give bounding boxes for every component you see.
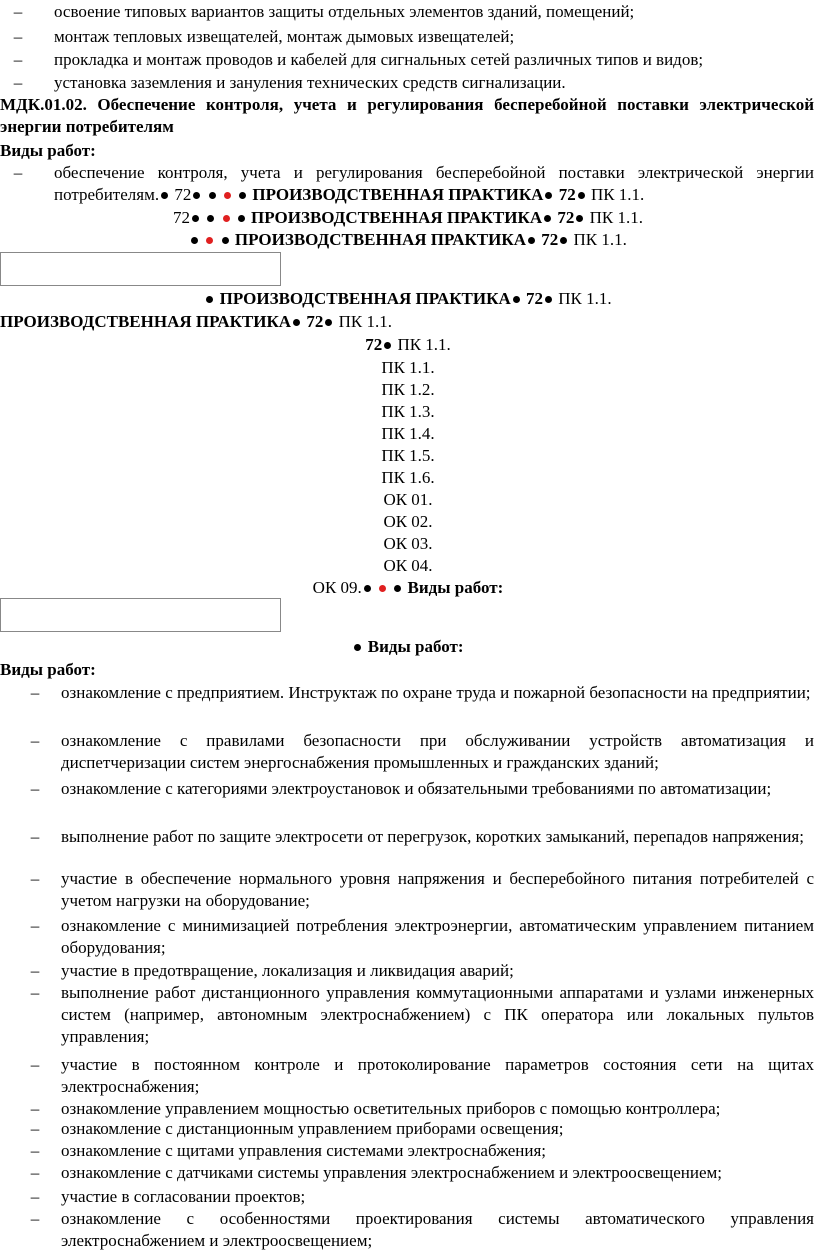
activity-item: – участие в обеспечение нормального уровня напряжения и бесперебойного питания потребителей с учетом нагрузки на оборудование;	[30, 869, 814, 910]
repeated-line: ПРОИЗВОДСТВЕННАЯ ПРАКТИКА 72 ПК 1.1.	[0, 288, 816, 310]
activity-item: – выполнение работ дистанционного управления коммутационными аппаратами и узлами инженерных систем (например, автономным электроснабжением) с ПК оператора или локальных пультов управления;	[30, 983, 814, 1046]
competency-item: ОК 03.	[383, 534, 433, 553]
repeated-line: 72 ПК 1.1.	[365, 335, 451, 354]
competency-item: ОК 01.	[383, 490, 433, 509]
empty-box	[0, 598, 281, 632]
competency-item: ПК 1.3.	[381, 402, 435, 421]
activity-item: – ознакомление с правилами безопасности при обслуживании устройств автоматизация и диспетчеризации систем энергоснабжения промышленных и гражданских зданий;	[30, 731, 814, 772]
bullet-dot-red	[224, 192, 231, 199]
competency-item: ПК 1.1.	[381, 358, 435, 377]
section-heading: МДК.01.02. Обеспечение контроля, учета и регулирования бесперебойной поставки электрической энергии потребителям	[0, 95, 814, 136]
bullet-dot	[193, 192, 200, 199]
competency-item: ОК 04.	[383, 556, 433, 575]
competency-item: ПК 1.6.	[381, 468, 435, 487]
repeated-line: ПРОИЗВОДСТВЕННАЯ ПРАКТИКА 72 ПК 1.1.	[0, 229, 816, 251]
activity-item: – ознакомление с щитами управления системами электроснабжения;	[30, 1141, 547, 1160]
bullet-dot	[239, 192, 246, 199]
competency-line: ОК 09. Виды работ:	[312, 578, 504, 597]
competency-item: ОК 02.	[383, 512, 433, 531]
competency-item: ПК 1.5.	[381, 446, 435, 465]
activity-item: – ознакомление с минимизацией потребления электроэнергии, автоматическим управлением питанием оборудования;	[30, 916, 814, 957]
activity-item: – ознакомление с датчиками системы управления электроснабжением и электроосвещением;	[30, 1163, 722, 1182]
activity-item: – ознакомление с дистанционным управлением приборами освещения;	[30, 1119, 564, 1138]
list-item: – освоение типовых вариантов защиты отдельных элементов зданий, помещений;	[13, 2, 635, 21]
repeated-line: 72 ПРОИЗВОДСТВЕННАЯ ПРАКТИКА 72 ПК 1.1.	[173, 208, 643, 227]
work-types-repeat: Виды работ:	[0, 636, 816, 658]
work-types-label: Виды работ:	[0, 141, 96, 160]
activity-item: – участие в согласовании проектов;	[30, 1187, 306, 1206]
list-item: – установка заземления и зануления технических средств сигнализации.	[13, 73, 566, 92]
competency-item: ПК 1.2.	[381, 380, 435, 399]
activity-item: – выполнение работ по защите электросети от перегрузок, коротких замыканий, перепадов напряжения;	[30, 827, 804, 846]
empty-box	[0, 252, 281, 286]
repeated-line: ПРОИЗВОДСТВЕННАЯ ПРАКТИКА 72 ПК 1.1.	[0, 312, 392, 331]
activity-item: – участие в постоянном контроле и протоколирование параметров состояния сети на щитах электроснабжения;	[30, 1055, 814, 1096]
list-item: – прокладка и монтаж проводов и кабелей для сигнальных сетей различных типов и видов;	[13, 50, 704, 69]
bullet-dot	[578, 192, 585, 199]
competency-item: ПК 1.4.	[381, 424, 435, 443]
activity-item: – участие в предотвращение, локализация и ликвидация аварий;	[30, 961, 514, 980]
activity-item: – ознакомление с предприятием. Инструктаж по охране труда и пожарной безопасности на предприятии;	[30, 683, 811, 702]
bullet-dot	[545, 192, 552, 199]
activity-item: – ознакомление с особенностями проектирования системы автоматического управления электроснабжением и электроосвещением;	[30, 1209, 814, 1250]
bullet-dot	[161, 192, 168, 199]
activity-item: – ознакомление с категориями электроустановок и обязательными требованиями по автоматизации;	[30, 779, 772, 798]
work-types-label: Виды работ:	[0, 660, 96, 679]
bullet-dot	[209, 192, 216, 199]
activity-item: – ознакомление управлением мощностью осветительных приборов с помощью контроллера;	[30, 1099, 721, 1118]
list-item: – монтаж тепловых извещателей, монтаж дымовых извещателей;	[13, 27, 515, 46]
work-item: – обеспечение контроля, учета и регулирования бесперебойной поставки электрической энергии потребителям. 72 ПРОИЗВОДСТВЕННАЯ ПРАКТИКА 72 ПК 1.1.	[13, 163, 814, 204]
